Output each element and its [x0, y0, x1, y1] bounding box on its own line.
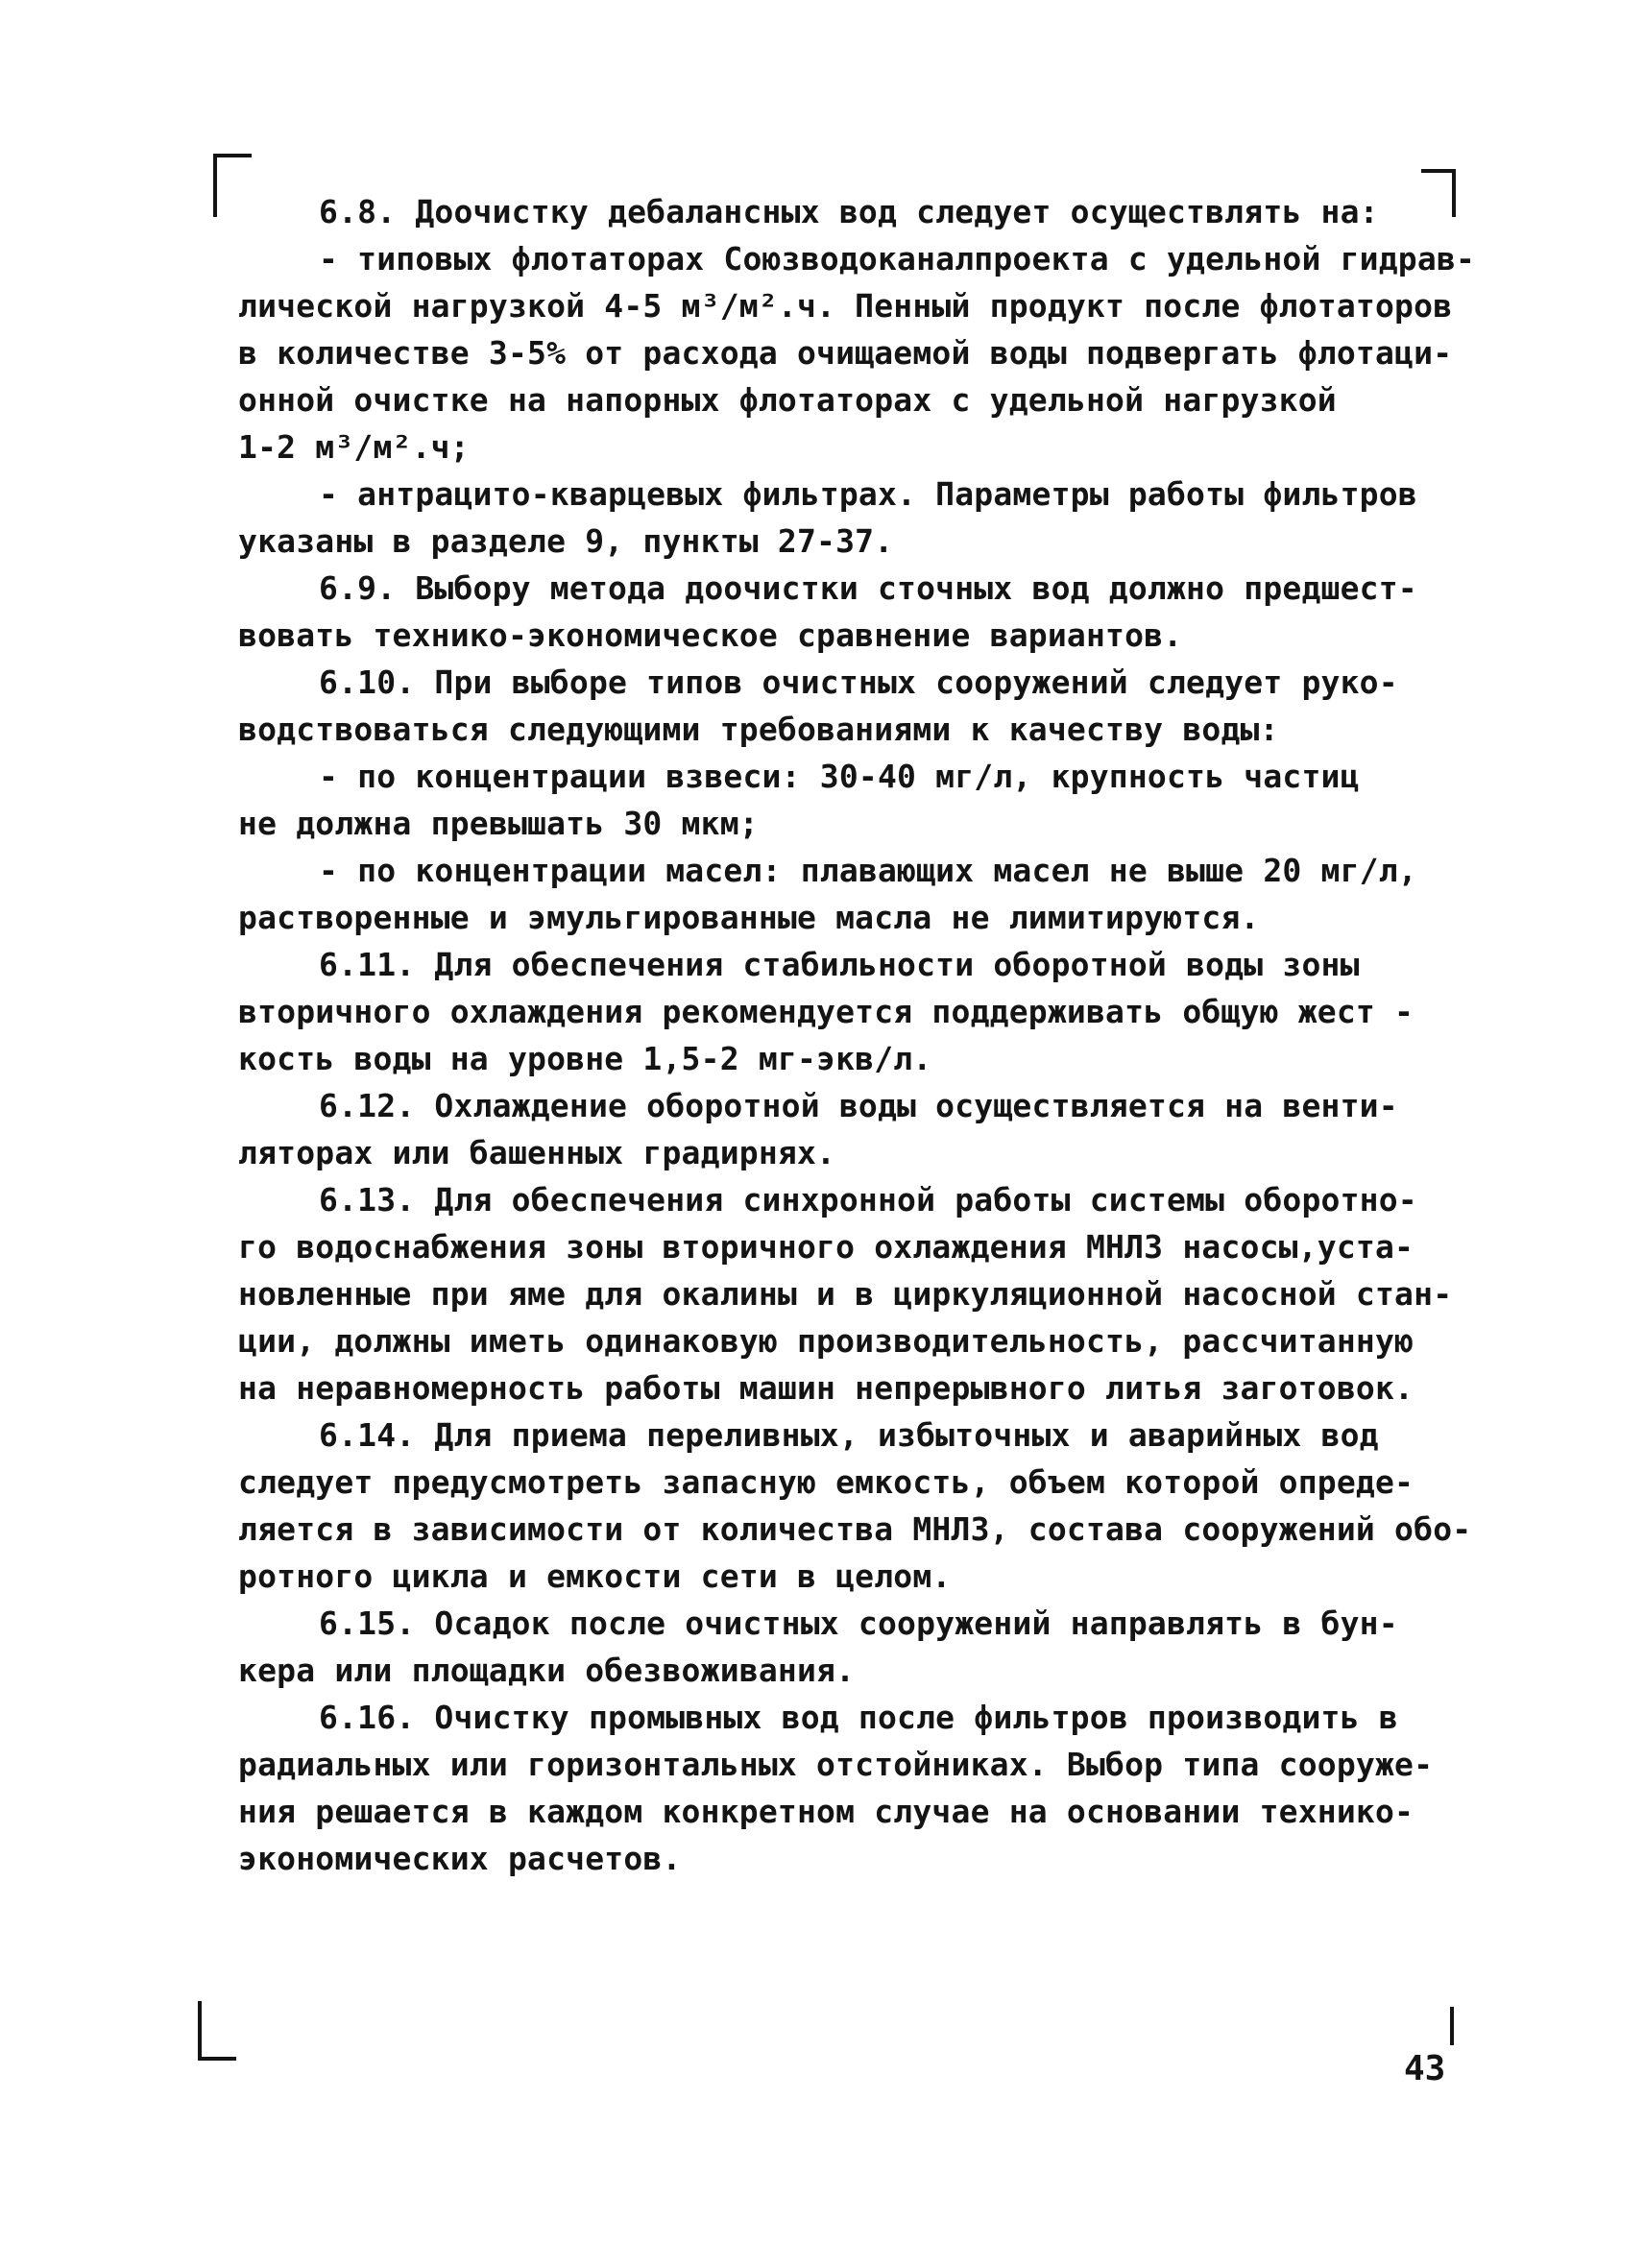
- text-line: кость воды на уровне 1,5-2 мг-экв/л.: [238, 1040, 932, 1077]
- text-line: го водоснабжения зоны вторичного охлаждения МНЛЗ насосы,уста-: [238, 1228, 1414, 1266]
- text-line: вовать технико-экономическое сравнение вариантов.: [238, 616, 1183, 654]
- text-line: лической нагрузкой 4-5 м³/м².ч. Пенный продукт после флотаторов: [238, 287, 1453, 325]
- corner-mark-bottom-left: [198, 2001, 236, 2061]
- text-line: в количестве 3-5% от расхода очищаемой воды подвергать флотаци-: [238, 334, 1453, 372]
- text-line: 6.13. Для обеспечения синхронной работы системы оборотно-: [319, 1181, 1417, 1218]
- text-line: 6.9. Выбору метода доочистки сточных вод должно предшест-: [319, 569, 1417, 607]
- text-line: ния решается в каждом конкретном случае на основании технико-: [238, 1793, 1414, 1830]
- text-line: вторичного охлаждения рекомендуется поддерживать общую жест -: [238, 993, 1414, 1030]
- text-line: радиальных или горизонтальных отстойниках. Выбор типа сооруже-: [238, 1746, 1434, 1783]
- text-line: 6.15. Осадок после очистных сооружений направлять в бун-: [319, 1604, 1398, 1642]
- text-line: 1-2 м³/м².ч;: [238, 428, 470, 466]
- text-line: ротного цикла и емкости сети в целом.: [238, 1557, 952, 1595]
- text-line: растворенные и эмульгированные масла не лимитируются.: [238, 899, 1260, 936]
- text-line: онной очистке на напорных флотаторах с удельной нагрузкой: [238, 381, 1337, 419]
- text-line: на неравномерность работы машин непрерывного литья заготовок.: [238, 1369, 1414, 1407]
- text-line: - по концентрации масел: плавающих масел не выше 20 мг/л,: [319, 852, 1417, 889]
- text-line: 6.8. Доочистку дебалансных вод следует осуществлять на:: [319, 193, 1379, 230]
- text-line: - по концентрации взвеси: 30-40 мг/л, крупность частиц: [319, 758, 1360, 795]
- text-line: указаны в разделе 9, пункты 27-37.: [238, 522, 894, 560]
- text-line: ции, должны иметь одинаковую производительность, рассчитанную: [238, 1322, 1414, 1360]
- text-line: новленные при яме для окалины и в циркуляционной насосной стан-: [238, 1275, 1453, 1313]
- text-line: - антрацито-кварцевых фильтрах. Параметры работы фильтров: [319, 475, 1417, 513]
- text-line: кера или площадки обезвоживания.: [238, 1652, 856, 1689]
- corner-mark-bottom-right: [1450, 2007, 1458, 2045]
- text-line: экономических расчетов.: [238, 1840, 682, 1877]
- text-line: водствоваться следующими требованиями к качеству воды:: [238, 711, 1279, 748]
- text-line: 6.11. Для обеспечения стабильности оборотной воды зоны: [319, 946, 1360, 983]
- text-line: 6.12. Охлаждение оборотной воды осуществляется на венти-: [319, 1087, 1398, 1124]
- page-number: 43: [1404, 2049, 1446, 2088]
- text-line: ляется в зависимости от количества МНЛЗ, состава сооружений обо-: [238, 1510, 1472, 1548]
- text-line: ляторах или башенных градирнях.: [238, 1134, 836, 1171]
- text-line: 6.16. Очистку промывных вод после фильтров производить в: [319, 1699, 1398, 1736]
- body-text: [238, 188, 1476, 1882]
- text-line: следует предусмотреть запасную емкость, объем которой опреде-: [238, 1463, 1414, 1501]
- text-line: 6.10. При выборе типов очистных сооружений следует руко-: [319, 664, 1398, 701]
- corner-mark-top-right-bar: [1421, 169, 1454, 177]
- text-line: не должна превышать 30 мкм;: [238, 805, 759, 842]
- text-line: 6.14. Для приема переливных, избыточных и аварийных вод: [319, 1416, 1379, 1454]
- text-line: - типовых флотаторах Союзводоканалпроекта с удельной гидрав-: [319, 240, 1476, 277]
